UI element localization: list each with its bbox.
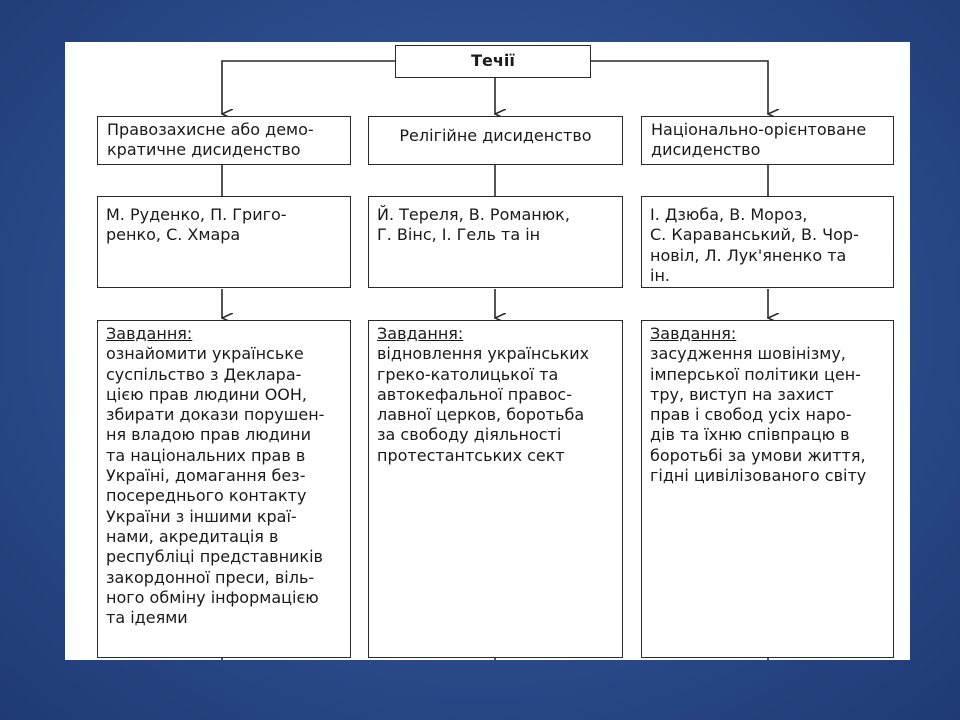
task-religious bbox=[368, 320, 623, 658]
names-human-rights: М. Руденко, П. Григо- ренко, С. Хмара bbox=[97, 196, 351, 288]
root-left-connector bbox=[222, 61, 395, 114]
names-national: І. Дзюба, В. Мороз, С. Караванський, В. Чор- новіл, Л. Лук'яненко та ін. bbox=[641, 196, 894, 288]
root-right-connector bbox=[591, 61, 768, 114]
task-national bbox=[641, 320, 894, 658]
task-title: Завдання: bbox=[650, 324, 737, 343]
root-node: Течії bbox=[395, 45, 591, 78]
task-text: відновлення українських греко-католицької та автокефальної правос- лавної церков, боротьба за свободу діяльності протестантських сект bbox=[377, 344, 590, 465]
task-text: засудження шовінізму, імперської політики цен- тру, виступ на захист прав і свобод усіх наро- дів та їхню співпрацю в боротьбі за умови життя, гідні цивілізованого світу bbox=[650, 344, 867, 486]
task-title: Завдання: bbox=[377, 324, 464, 343]
task-title: Завдання: bbox=[106, 324, 193, 343]
task-text: ознайомити українське суспільство з Деклара- цією прав людини ООН, збирати докази порушен- ня владою прав людини та національних прав в Україні, домагання без- посереднього контакту України з іншими краї- нами, акредитація в республіці представників закордонної преси, віль- ного обміну інформацією та ідеями bbox=[106, 344, 325, 628]
names-religious: Й. Тереля, В. Романюк, Г. Вінс, І. Гель та ін bbox=[368, 196, 623, 288]
category-human-rights: Правозахисне або демо- кратичне дисиденство bbox=[97, 116, 351, 165]
diagram-sheet bbox=[65, 42, 910, 660]
category-national: Національно-орієнтоване дисиденство bbox=[641, 116, 894, 165]
category-religious: Релігійне дисиденство bbox=[368, 116, 623, 165]
task-human-rights bbox=[97, 320, 351, 658]
